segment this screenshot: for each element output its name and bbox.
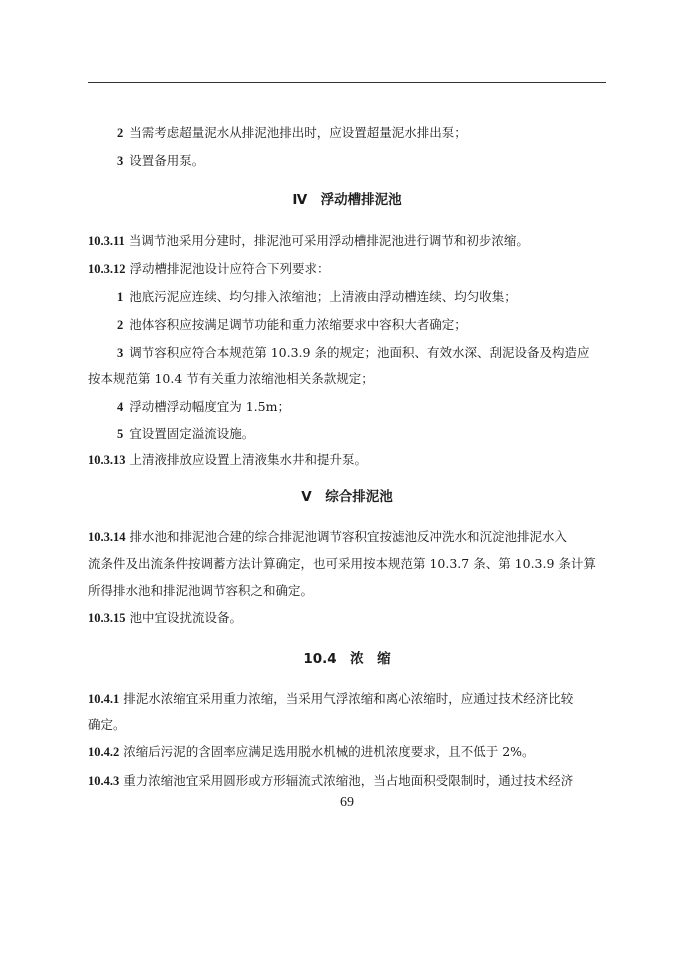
clause-text: 排泥水浓缩宜采用重力浓缩，当采用气浮浓缩和离心浓缩时，应通过技术经济比较 <box>123 691 574 706</box>
clause-number: 10.4.2 <box>88 745 120 759</box>
clause-10-3-14 <box>88 528 567 546</box>
section-heading: Ⅴ 综合排泥池 <box>301 489 393 505</box>
clause-number: 10.3.13 <box>88 453 126 467</box>
list-item <box>117 316 467 334</box>
clause-number: 10.3.12 <box>88 262 126 276</box>
clause-continuation: 流条件及出流条件按调蓄方法计算确定，也可采用按本规范第 10.3.7 条、第 10.3.9 条计算 <box>88 556 596 571</box>
clause-number: 10.3.14 <box>88 530 126 544</box>
clause-continuation: 所得排水池和排泥池调节容积之和确定。 <box>88 583 314 598</box>
clause-10-4-2 <box>88 743 535 761</box>
page-number: 69 <box>340 795 354 810</box>
item-text: 池体容积应按满足调节功能和重力浓缩要求中容积大者确定； <box>129 317 467 332</box>
clause-number: 10.3.15 <box>88 611 126 625</box>
clause-10-4-3 <box>88 772 573 790</box>
clause-continuation: 确定。 <box>88 717 126 732</box>
section-heading: 10.4 浓 缩 <box>303 651 391 667</box>
list-item <box>117 398 290 416</box>
section-heading: Ⅳ 浮动槽排泥池 <box>292 192 402 208</box>
list-item <box>117 344 589 362</box>
header-rule <box>88 82 606 83</box>
clause-text: 上清液排放应设置上清液集水井和提升泵。 <box>129 452 368 467</box>
list-item <box>117 124 467 142</box>
clause-text: 浓缩后污泥的含固率应满足选用脱水机械的进机浓度要求，且不低于 2%。 <box>123 744 535 759</box>
clause-text: 池中宜设扰流设备。 <box>129 610 243 625</box>
clause-10-3-13 <box>88 451 367 469</box>
item-number: 3 <box>117 346 124 360</box>
item-text: 当需考虑超量泥水从排泥池排出时，应设置超量泥水排出泵； <box>129 125 467 140</box>
item-text: 池底污泥应连续、均匀排入浓缩池；上清液由浮动槽连续、均匀收集； <box>129 289 517 304</box>
item-number: 5 <box>117 427 124 441</box>
item-text: 设置备用泵。 <box>129 153 205 168</box>
item-text: 浮动槽浮动幅度宜为 1.5m； <box>129 399 290 414</box>
clause-10-3-11 <box>88 232 529 250</box>
item-number: 2 <box>117 126 124 140</box>
list-item <box>117 152 204 170</box>
item-number: 1 <box>117 290 124 304</box>
item-number: 3 <box>117 154 124 168</box>
item-text: 调节容积应符合本规范第 10.3.9 条的规定；池面积、有效水深、刮泥设备及构造应 <box>129 345 590 360</box>
clause-text: 重力浓缩池宜采用圆形或方形辐流式浓缩池，当占地面积受限制时，通过技术经济 <box>123 773 574 788</box>
list-item <box>117 425 254 443</box>
clause-10-3-15 <box>88 609 242 627</box>
item-number: 2 <box>117 318 124 332</box>
list-item <box>117 288 517 306</box>
item-text: 宜设置固定溢流设施。 <box>129 426 255 441</box>
clause-number: 10.4.1 <box>88 692 120 706</box>
list-item-continuation: 按本规范第 10.4 节有关重力浓缩池相关条款规定； <box>88 371 374 386</box>
clause-10-3-12 <box>88 260 330 278</box>
clause-text: 浮动槽排泥池设计应符合下列要求： <box>129 261 330 276</box>
clause-10-4-1 <box>88 690 573 708</box>
item-number: 4 <box>117 400 124 414</box>
clause-text: 排水池和排泥池合建的综合排泥池调节容积宜按滤池反冲洗水和沉淀池排泥水入 <box>129 529 568 544</box>
clause-number: 10.4.3 <box>88 774 120 788</box>
clause-number: 10.3.11 <box>88 234 125 248</box>
clause-text: 当调节池采用分建时，排泥池可采用浮动槽排泥池进行调节和初步浓缩。 <box>128 233 529 248</box>
